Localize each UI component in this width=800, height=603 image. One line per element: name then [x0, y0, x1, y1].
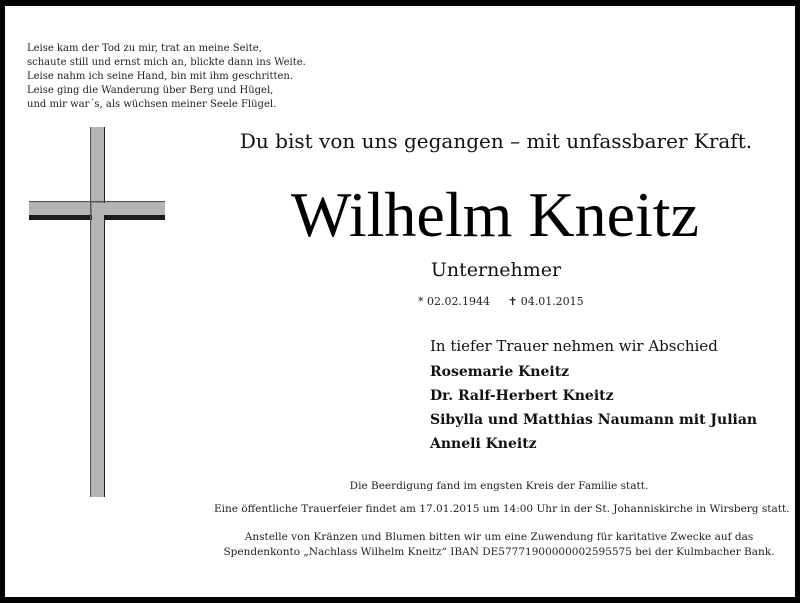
tagline: Du bist von uns gegangen – mit unfassbarer Kraft. — [239, 129, 753, 153]
death-date: ✝ 04.01.2015 — [507, 295, 584, 308]
farewell-text: In tiefer Trauer nehmen wir Abschied — [430, 337, 718, 355]
deceased-name: Wilhelm Kneitz — [291, 179, 699, 250]
life-dates — [418, 295, 584, 308]
mourner-name: Anneli Kneitz — [430, 436, 537, 452]
profession: Unternehmer — [430, 259, 562, 281]
mourner-name: Dr. Ralf-Herbert Kneitz — [430, 388, 614, 404]
mourner-name: Rosemarie Kneitz — [430, 364, 570, 380]
mourner-name: Sibylla und Matthias Naumann mit Julian — [430, 412, 758, 428]
donation-line: Anstelle von Kränzen und Blumen bitten wir um eine Zuwendung für karitative Zwecke auf das — [244, 531, 754, 543]
donation-info — [214, 530, 784, 560]
poem-line: und mir war´s, als wüchsen meiner Seele Flügel. — [27, 99, 277, 110]
cross-icon — [29, 127, 165, 497]
burial-info: Die Beerdigung fand im engsten Kreis der Familie statt. — [349, 480, 649, 492]
poem — [27, 42, 306, 112]
ceremony-info: Eine öffentliche Trauerfeier findet am 17.01.2015 um 14:00 Uhr in der St. Johanniskirche in Wirsberg statt. — [214, 503, 790, 515]
mourners-list — [430, 360, 757, 456]
birth-date: * 02.02.1944 — [418, 295, 490, 308]
poem-line: Leise kam der Tod zu mir, trat an meine Seite, — [27, 43, 262, 54]
poem-line: Leise nahm ich seine Hand, bin mit ihm geschritten. — [27, 71, 294, 82]
donation-line: Spendenkonto „Nachlass Wilhelm Kneitz“ IBAN DE57771900000002595575 bei der Kulmbacher Bank. — [223, 546, 775, 558]
poem-line: schaute still und ernst mich an, blickte dann ins Weite. — [27, 57, 306, 68]
poem-line: Leise ging die Wanderung über Berg und Hügel, — [27, 85, 274, 96]
